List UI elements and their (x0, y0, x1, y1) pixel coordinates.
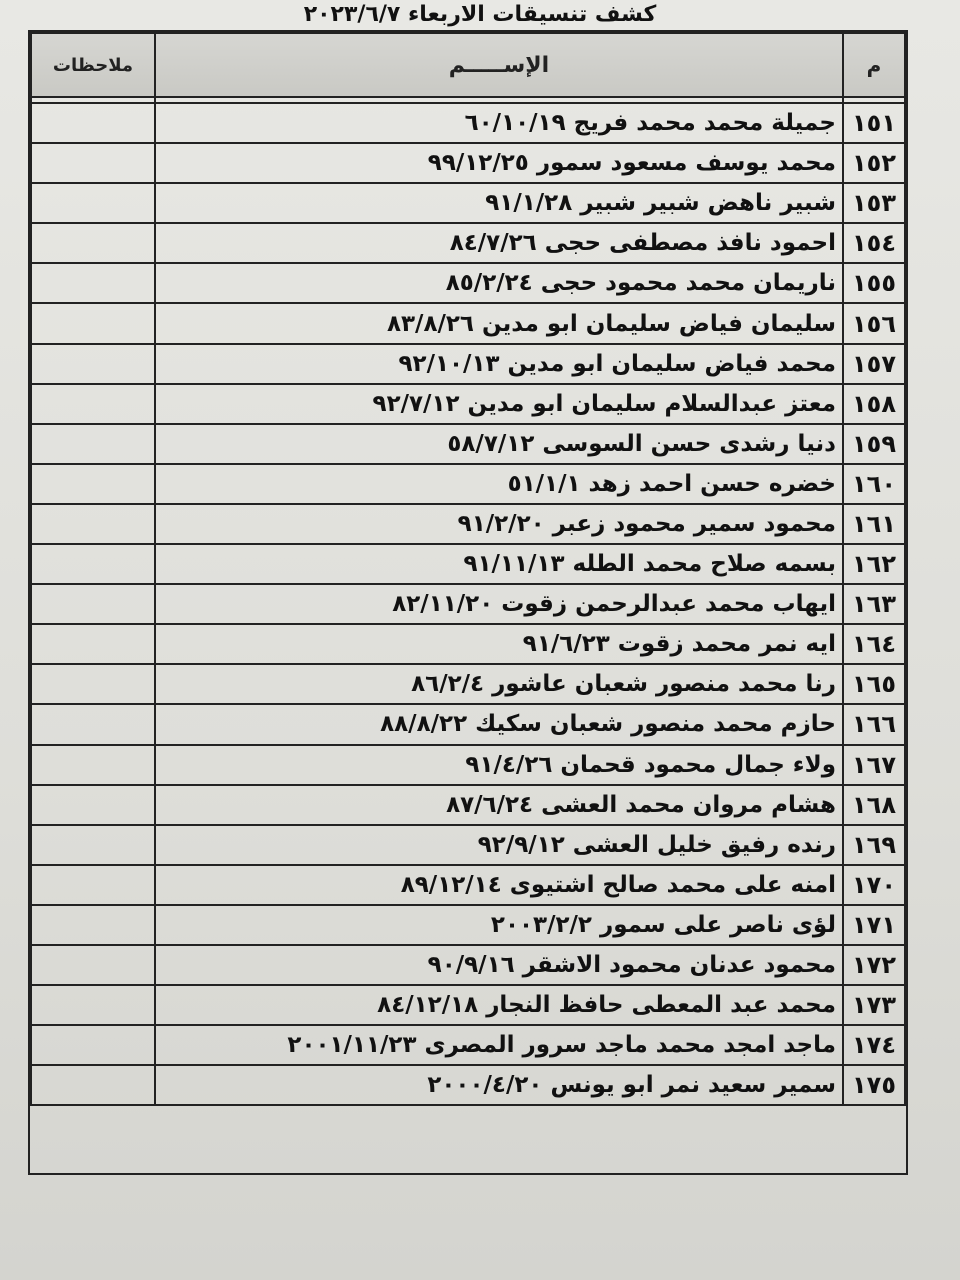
row-name: جميلة محمد محمد فريج ٦٠/١٠/١٩ (155, 103, 843, 143)
row-notes (31, 1065, 155, 1105)
row-name: ناريمان محمد محمود حجى ٨٥/٢/٢٤ (155, 263, 843, 303)
row-notes (31, 384, 155, 424)
table-row (31, 143, 905, 183)
row-name: رنا محمد منصور شعبان عاشور ٨٦/٢/٤ (155, 664, 843, 704)
row-number: ١٦١ (843, 504, 905, 544)
table-row (31, 624, 905, 664)
table-row (31, 504, 905, 544)
row-name: امنه على محمد صالح اشتيوى ٨٩/١٢/١٤ (155, 865, 843, 905)
table-row (31, 785, 905, 825)
row-notes (31, 544, 155, 584)
row-notes (31, 1025, 155, 1065)
row-number: ١٧٣ (843, 985, 905, 1025)
roster-table (30, 32, 906, 1106)
header-row (31, 33, 905, 97)
table-row (31, 745, 905, 785)
table-row (31, 344, 905, 384)
table-row (31, 1025, 905, 1065)
table-row (31, 544, 905, 584)
table-row (31, 384, 905, 424)
row-notes (31, 183, 155, 223)
table-row (31, 865, 905, 905)
row-name: محمود سمير محمود زعبر ٩١/٢/٢٠ (155, 504, 843, 544)
table-row (31, 825, 905, 865)
row-name: خضره حسن احمد زهد ٥١/١/١ (155, 464, 843, 504)
table-row (31, 1065, 905, 1105)
row-name: رنده رفيق خليل العشى ٩٢/٩/١٢ (155, 825, 843, 865)
table-row (31, 464, 905, 504)
row-number: ١٥٨ (843, 384, 905, 424)
row-notes (31, 985, 155, 1025)
row-number: ١٦٠ (843, 464, 905, 504)
row-notes (31, 103, 155, 143)
row-notes (31, 785, 155, 825)
row-number: ١٦٦ (843, 704, 905, 744)
row-notes (31, 664, 155, 704)
row-name: سليمان فياض سليمان ابو مدين ٨٣/٨/٢٦ (155, 303, 843, 343)
row-number: ١٥٤ (843, 223, 905, 263)
row-notes (31, 825, 155, 865)
row-name: لؤى ناصر على سمور ٢٠٠٣/٢/٢ (155, 905, 843, 945)
row-name: حازم محمد منصور شعبان سكيك ٨٨/٨/٢٢ (155, 704, 843, 744)
row-number: ١٦٥ (843, 664, 905, 704)
row-notes (31, 504, 155, 544)
row-number: ١٥٥ (843, 263, 905, 303)
row-notes (31, 624, 155, 664)
row-number: ١٦٩ (843, 825, 905, 865)
row-number: ١٧٥ (843, 1065, 905, 1105)
table-row (31, 905, 905, 945)
row-notes (31, 584, 155, 624)
row-name: محمد عبد المعطى حافظ النجار ٨٤/١٢/١٨ (155, 985, 843, 1025)
table-row (31, 103, 905, 143)
row-number: ١٦٨ (843, 785, 905, 825)
table-row (31, 263, 905, 303)
table-body (31, 97, 905, 1105)
row-notes (31, 865, 155, 905)
row-number: ١٥٦ (843, 303, 905, 343)
row-name: معتز عبدالسلام سليمان ابو مدين ٩٢/٧/١٢ (155, 384, 843, 424)
row-name: محمد يوسف مسعود سمور ٩٩/١٢/٢٥ (155, 143, 843, 183)
row-name: احمود نافذ مصطفى حجى ٨٤/٧/٢٦ (155, 223, 843, 263)
row-name: شبير ناهض شبير شبير ٩١/١/٢٨ (155, 183, 843, 223)
table-row (31, 945, 905, 985)
row-name: محمود عدنان محمود الاشقر ٩٠/٩/١٦ (155, 945, 843, 985)
header-name: الإســـــم (155, 33, 843, 97)
table-row (31, 704, 905, 744)
row-notes (31, 303, 155, 343)
table-row (31, 664, 905, 704)
table-row (31, 424, 905, 464)
row-number: ١٧٤ (843, 1025, 905, 1065)
table-row (31, 584, 905, 624)
row-name: ولاء جمال محمود قحمان ٩١/٤/٢٦ (155, 745, 843, 785)
row-number: ١٧٠ (843, 865, 905, 905)
row-number: ١٥٣ (843, 183, 905, 223)
row-notes (31, 424, 155, 464)
header-notes: ملاحظات (31, 33, 155, 97)
row-notes (31, 905, 155, 945)
row-name: ماجد امجد محمد ماجد سرور المصرى ٢٠٠١/١١/٢٣ (155, 1025, 843, 1065)
row-number: ١٥٢ (843, 143, 905, 183)
row-name: هشام مروان محمد العشى ٨٧/٦/٢٤ (155, 785, 843, 825)
page-title: كشف تنسيقات الاربعاء ٢٠٢٣/٦/٧ (303, 2, 657, 27)
row-number: ١٥٩ (843, 424, 905, 464)
row-name: دنيا رشدى حسن السوسى ٥٨/٧/١٢ (155, 424, 843, 464)
header-number: م (843, 33, 905, 97)
row-number: ١٦٧ (843, 745, 905, 785)
row-name: محمد فياض سليمان ابو مدين ٩٢/١٠/١٣ (155, 344, 843, 384)
row-notes (31, 464, 155, 504)
row-notes (31, 263, 155, 303)
table-row (31, 183, 905, 223)
row-number: ١٧٢ (843, 945, 905, 985)
row-name: ايهاب محمد عبدالرحمن زقوت ٨٢/١١/٢٠ (155, 584, 843, 624)
roster-sheet (28, 30, 908, 1175)
row-notes (31, 745, 155, 785)
row-notes (31, 704, 155, 744)
row-name: سمير سعيد نمر ابو يونس ٢٠٠٠/٤/٢٠ (155, 1065, 843, 1105)
row-number: ١٦٤ (843, 624, 905, 664)
row-notes (31, 945, 155, 985)
table-row (31, 223, 905, 263)
row-name: ايه نمر محمد زقوت ٩١/٦/٢٣ (155, 624, 843, 664)
row-notes (31, 143, 155, 183)
row-number: ١٥١ (843, 103, 905, 143)
row-notes (31, 344, 155, 384)
table-row (31, 985, 905, 1025)
row-name: بسمه صلاح محمد الطله ٩١/١١/١٣ (155, 544, 843, 584)
row-number: ١٦٣ (843, 584, 905, 624)
row-number: ١٧١ (843, 905, 905, 945)
table-row (31, 303, 905, 343)
row-notes (31, 223, 155, 263)
row-number: ١٦٢ (843, 544, 905, 584)
row-number: ١٥٧ (843, 344, 905, 384)
